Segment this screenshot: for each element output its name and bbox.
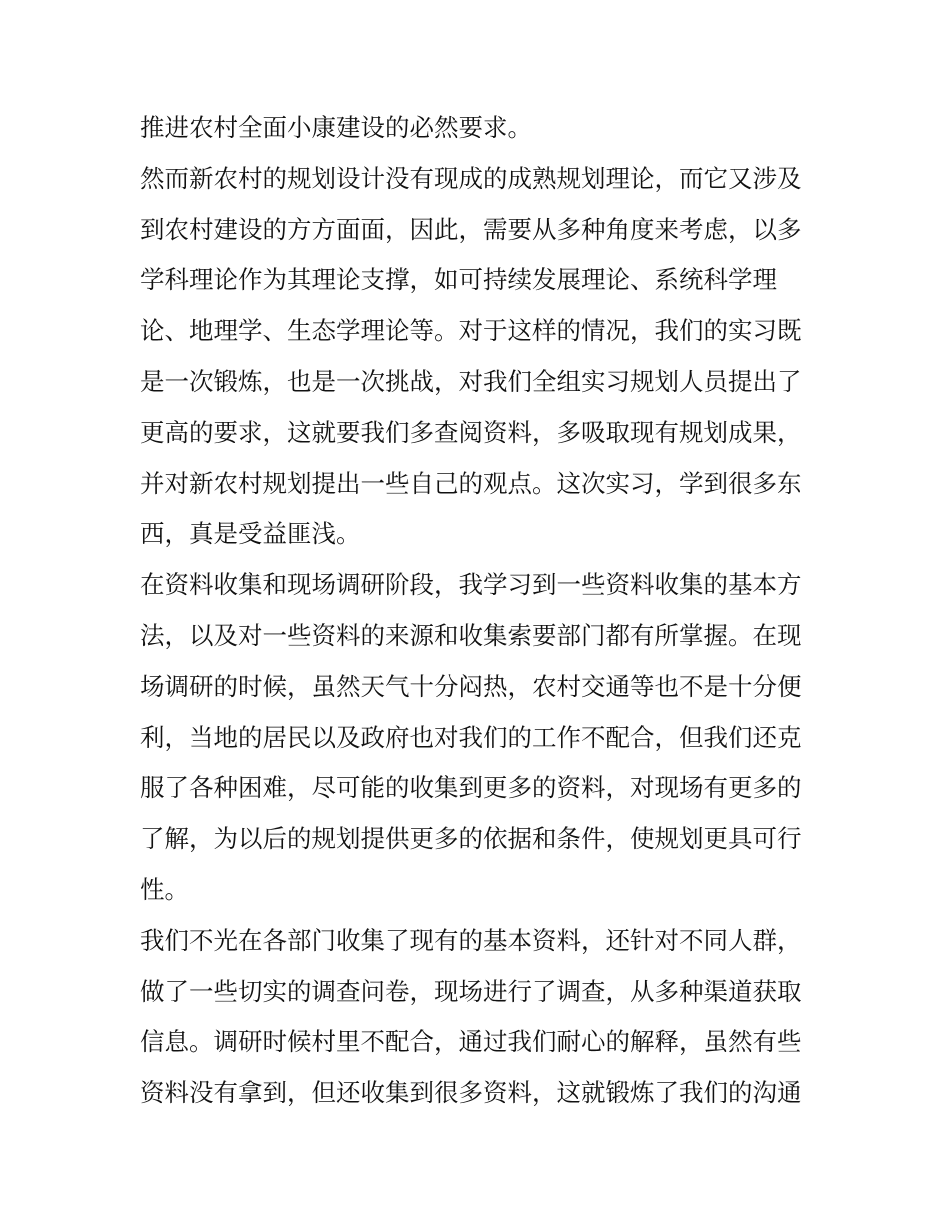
text-line: 我们不光在各部门收集了现有的基本资料，还针对不同人群，	[140, 925, 802, 955]
text-line: 然而新农村的规划设计没有现成的成熟规划理论，而它又涉及	[140, 163, 802, 193]
text-line: 更高的要求，这就要我们多查阅资料，多吸取现有规划成果，	[140, 417, 802, 447]
text-line: 性。	[140, 874, 189, 904]
text-line: 资料没有拿到，但还收集到很多资料，这就锻炼了我们的沟通	[140, 1078, 802, 1108]
text-line: 信息。调研时候村里不配合，通过我们耐心的解释，虽然有些	[140, 1027, 802, 1057]
text-line: 并对新农村规划提出一些自己的观点。这次实习，学到很多东	[140, 468, 802, 498]
text-line: 在资料收集和现场调研阶段，我学习到一些资料收集的基本方	[140, 570, 802, 600]
text-line: 了解，为以后的规划提供更多的依据和条件，使规划更具可行	[140, 824, 802, 854]
document-body	[140, 103, 840, 1119]
text-line: 利，当地的居民以及政府也对我们的工作不配合，但我们还克	[140, 722, 802, 752]
text-line: 做了一些切实的调查问卷，现场进行了调查，从多种渠道获取	[140, 976, 802, 1006]
text-line: 是一次锻炼，也是一次挑战，对我们全组实习规划人员提出了	[140, 366, 802, 396]
text-line: 服了各种困难，尽可能的收集到更多的资料，对现场有更多的	[140, 773, 802, 803]
text-line: 论、地理学、生态学理论等。对于这样的情况，我们的实习既	[140, 316, 802, 346]
text-line: 法，以及对一些资料的来源和收集索要部门都有所掌握。在现	[140, 620, 802, 650]
text-line: 学科理论作为其理论支撑，如可持续发展理论、系统科学理	[140, 265, 777, 295]
text-line: 到农村建设的方方面面，因此，需要从多种角度来考虑，以多	[140, 214, 802, 244]
text-line: 西，真是受益匪浅。	[140, 519, 361, 549]
text-line: 场调研的时候，虽然天气十分闷热，农村交通等也不是十分便	[140, 671, 802, 701]
text-line: 推进农村全面小康建设的必然要求。	[140, 113, 532, 142]
